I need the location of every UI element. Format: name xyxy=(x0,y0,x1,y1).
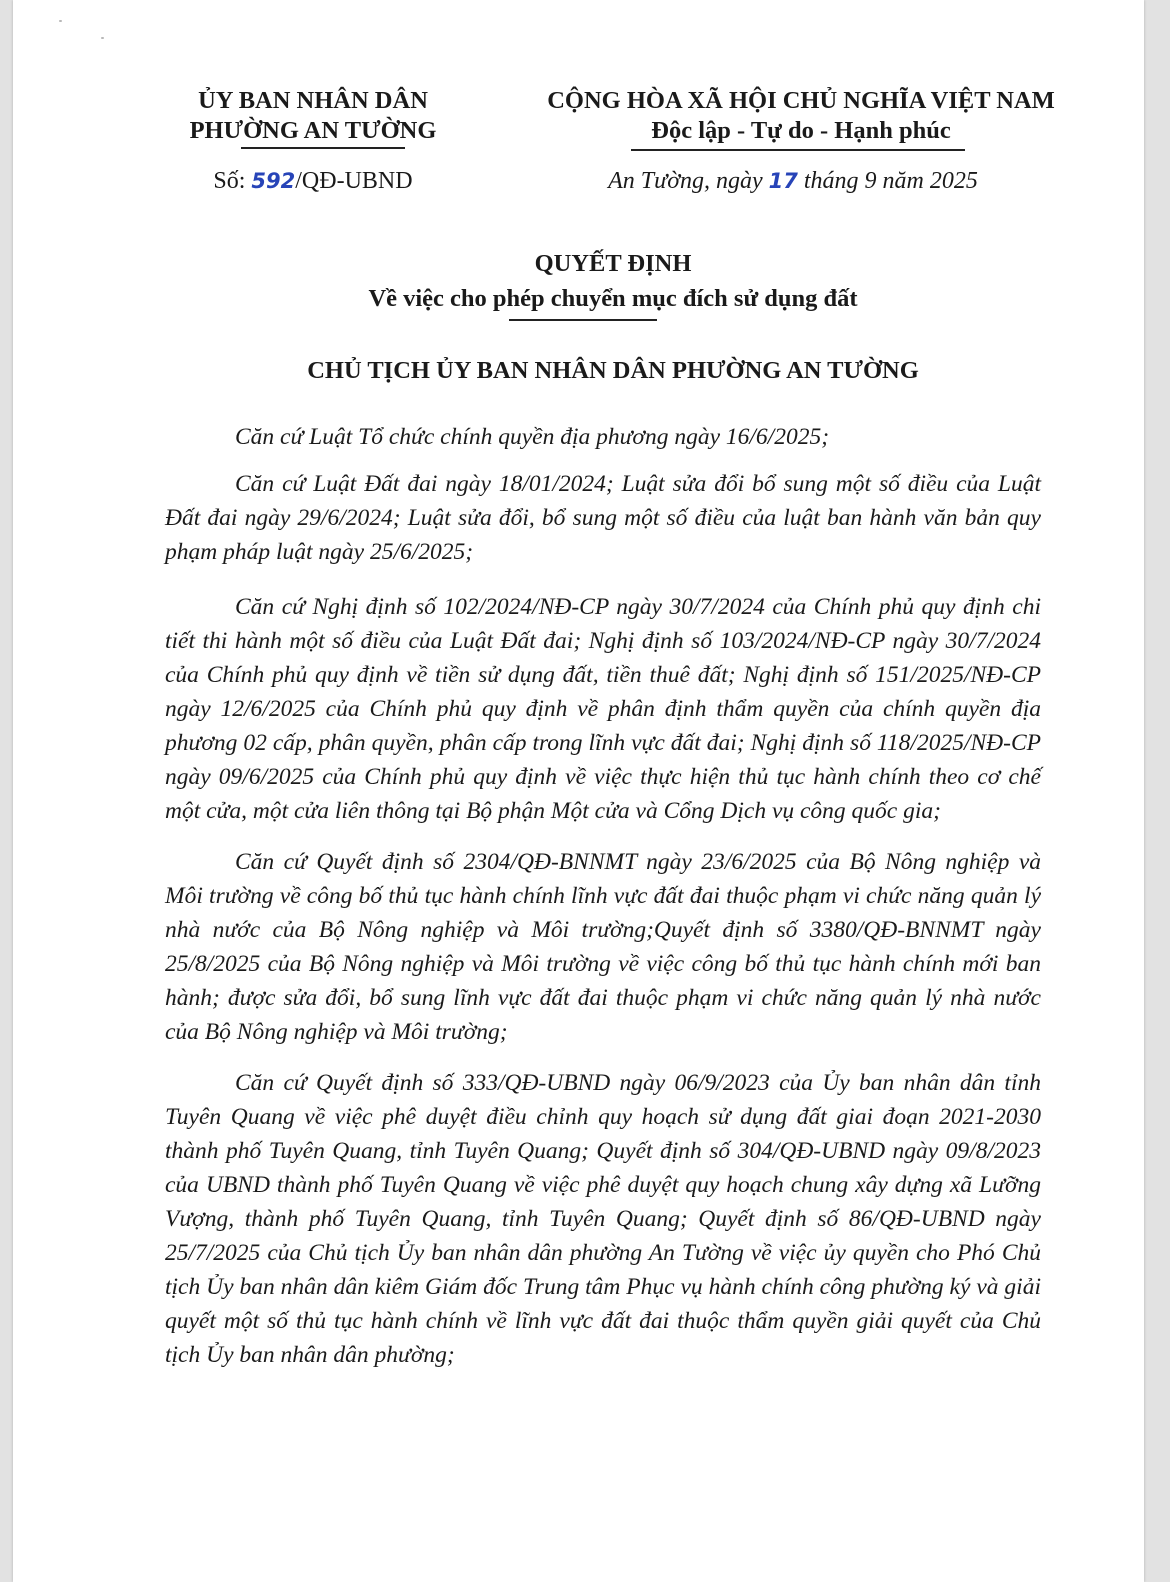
scan-speck xyxy=(101,37,104,39)
legal-basis-paragraph: Căn cứ Nghị định số 102/2024/NĐ-CP ngày 30/7/2024 của Chính phủ quy định chi tiết thi hành một số điều của Luật Đất đai; Nghị định số 103/2024/NĐ-CP ngày 30/7/2024 của Chính phủ quy định về tiền sử dụng đất, tiền thuê đất; Nghị định số 151/2025/NĐ-CP ngày 12/6/2025 của Chính phủ quy định về phân định thẩm quyền của chính quyền địa phương 02 cấp, phân quyền, phân cấp trong lĩnh vực đất đai; Nghị định số 118/2025/NĐ-CP ngày 09/6/2025 của Chính phủ quy định về việc thực hiện thủ tục hành chính theo cơ chế một cửa, một cửa liên thông tại Bộ phận Một cửa và Cổng Dịch vụ công quốc gia; xyxy=(165,594,1041,824)
subject-underline xyxy=(509,319,657,321)
date-prefix: An Tường, ngày xyxy=(608,168,769,194)
national-title xyxy=(511,86,1091,146)
number-suffix: /QĐ-UBND xyxy=(295,168,413,194)
country-name: CỘNG HÒA XÃ HỘI CHỦ NGHĨA VIỆT NAM xyxy=(547,87,1055,114)
agency-line-2: PHƯỜNG AN TƯỜNG xyxy=(189,117,437,144)
document-title: QUYẾT ĐỊNH xyxy=(534,250,692,277)
issuing-authority: CHỦ TỊCH ỦY BAN NHÂN DÂN PHƯỜNG AN TƯỜNG xyxy=(307,357,919,384)
legal-basis-paragraph: Căn cứ Quyết định số 2304/QĐ-BNNMT ngày 23/6/2025 của Bộ Nông nghiệp và Môi trường về công bố thủ tục hành chính lĩnh vực đất đai thuộc phạm vi chức năng quản lý nhà nước của Bộ Nông nghiệp và Môi trường;Quyết định số 3380/QĐ-BNNMT ngày 25/8/2025 của Bộ Nông nghiệp và Môi trường về việc công bố thủ tục hành chính mới ban hành; được sửa đổi, bổ sung lĩnh vực đất đai thuộc phạm vi chức năng quản lý nhà nước của Bộ Nông nghiệp và Môi trường; xyxy=(165,849,1041,1045)
handwritten-day: 17 xyxy=(768,169,798,193)
agency-underline xyxy=(241,147,405,149)
document-subject: Về việc cho phép chuyển mục đích sử dụng đất xyxy=(368,285,858,312)
date-suffix: tháng 9 năm 2025 xyxy=(797,168,978,194)
issuing-agency xyxy=(163,86,463,146)
national-motto: Độc lập - Tự do - Hạnh phúc xyxy=(651,117,951,144)
document-number xyxy=(163,168,463,195)
legal-basis xyxy=(165,420,1041,1387)
legal-basis-paragraph: Căn cứ Luật Tổ chức chính quyền địa phương ngày 16/6/2025; xyxy=(235,424,830,450)
legal-basis-paragraph: Căn cứ Luật Đất đai ngày 18/01/2024; Luật sửa đổi bổ sung một số điều của Luật Đất đai ngày 29/6/2024; Luật sửa đổi, bổ sung một số điều của luật ban hành văn bản quy phạm pháp luật ngày 25/6/2025; xyxy=(165,471,1041,565)
scan-speck xyxy=(59,20,62,22)
agency-line-1: ỦY BAN NHÂN DÂN xyxy=(198,87,428,114)
number-prefix: Số: xyxy=(213,168,252,194)
handwritten-number: 592 xyxy=(251,169,296,193)
legal-basis-paragraph: Căn cứ Quyết định số 333/QĐ-UBND ngày 06/9/2023 của Ủy ban nhân dân tỉnh Tuyên Quang về việc phê duyệt điều chỉnh quy hoạch sử dụng đất giai đoạn 2021-2030 thành phố Tuyên Quang, tỉnh Tuyên Quang; Quyết định số 304/QĐ-UBND ngày 09/8/2023 của UBND thành phố Tuyên Quang về việc phê duyệt quy hoạch chung xây dựng xã Lưỡng Vượng, thành phố Tuyên Quang, tỉnh Tuyên Quang; Quyết định số 86/QĐ-UBND ngày 25/7/2025 của Chủ tịch Ủy ban nhân dân phường An Tường về việc ủy quyền cho Phó Chủ tịch Ủy ban nhân dân kiêm Giám đốc Trung tâm Phục vụ hành chính công phường ký và giải quyết một số thủ tục hành chính về lĩnh vực đất đai thuộc thẩm quyền giải quyết của Chủ tịch Ủy ban nhân dân phường; xyxy=(165,1070,1041,1368)
issue-date xyxy=(573,168,1013,195)
motto-underline xyxy=(631,149,965,151)
document-page xyxy=(13,0,1144,1582)
